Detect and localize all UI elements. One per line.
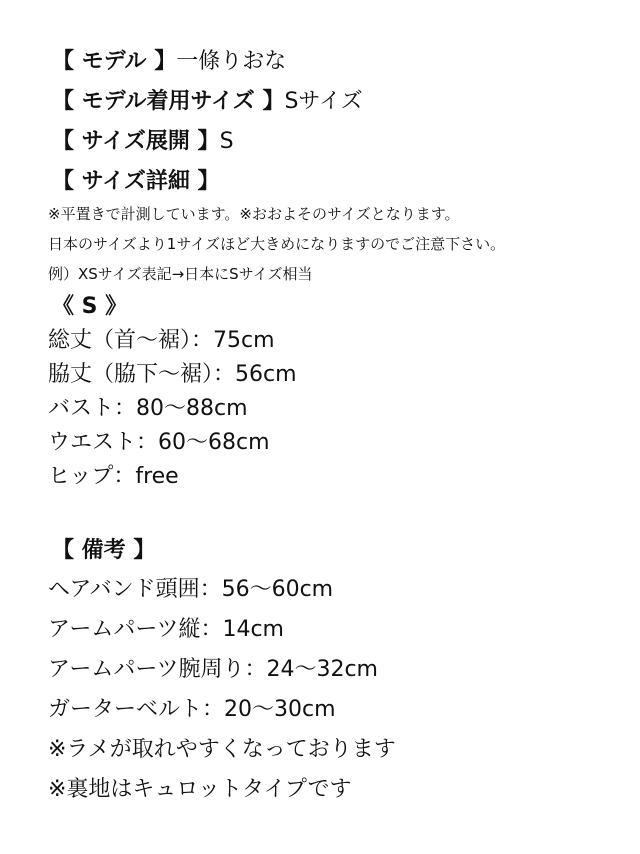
model-size-row (52, 84, 363, 115)
model-label: 【 モデル 】 (52, 49, 177, 74)
measurement-total-length: 総丈（首〜裾）：75cm (48, 328, 275, 353)
size-note-3: 例）XSサイズ表記→日本にSサイズ相当 (48, 265, 313, 283)
remark-lame-note: ※ラメが取れやすくなっております (48, 737, 396, 762)
remark-arm-circumference: アームパーツ腕周り：24〜32cm (48, 657, 378, 682)
measurement-waist: ウエスト：60〜68cm (48, 430, 270, 455)
measurement-side-length: 脇丈（脇下〜裾）：56cm (48, 362, 297, 387)
model-row (52, 44, 286, 75)
size-note-2: 日本のサイズより1サイズほど大きめになりますのでご注意下さい。 (48, 235, 506, 253)
remark-arm-length: アームパーツ縦：14cm (48, 617, 284, 642)
size-note-1: ※平置きで計測しています。※おおよそのサイズとなります。 (48, 205, 460, 223)
size-range-value: S (219, 129, 234, 154)
remark-lining-note: ※裏地はキュロットタイプです (48, 777, 352, 802)
remarks-label: 【 備考 】 (52, 538, 156, 563)
size-detail-label: 【 サイズ詳細 】 (52, 169, 220, 194)
measurement-bust: バスト：80〜88cm (48, 396, 248, 421)
size-s-heading: 《 S 》 (52, 294, 128, 319)
remark-headband: ヘアバンド頭囲：56〜60cm (48, 577, 334, 602)
size-range-row (52, 124, 234, 155)
model-size-label: 【 モデル着用サイズ 】 (52, 89, 285, 114)
remark-garter-belt: ガーターベルト：20〜30cm (48, 697, 336, 722)
model-size-value: Sサイズ (284, 89, 363, 114)
size-detail-heading (52, 164, 220, 195)
remarks-heading (52, 533, 155, 564)
measurement-hip: ヒップ：free (48, 464, 179, 489)
size-range-label: 【 サイズ展開 】 (52, 129, 220, 154)
model-value: 一條りおな (176, 49, 287, 74)
